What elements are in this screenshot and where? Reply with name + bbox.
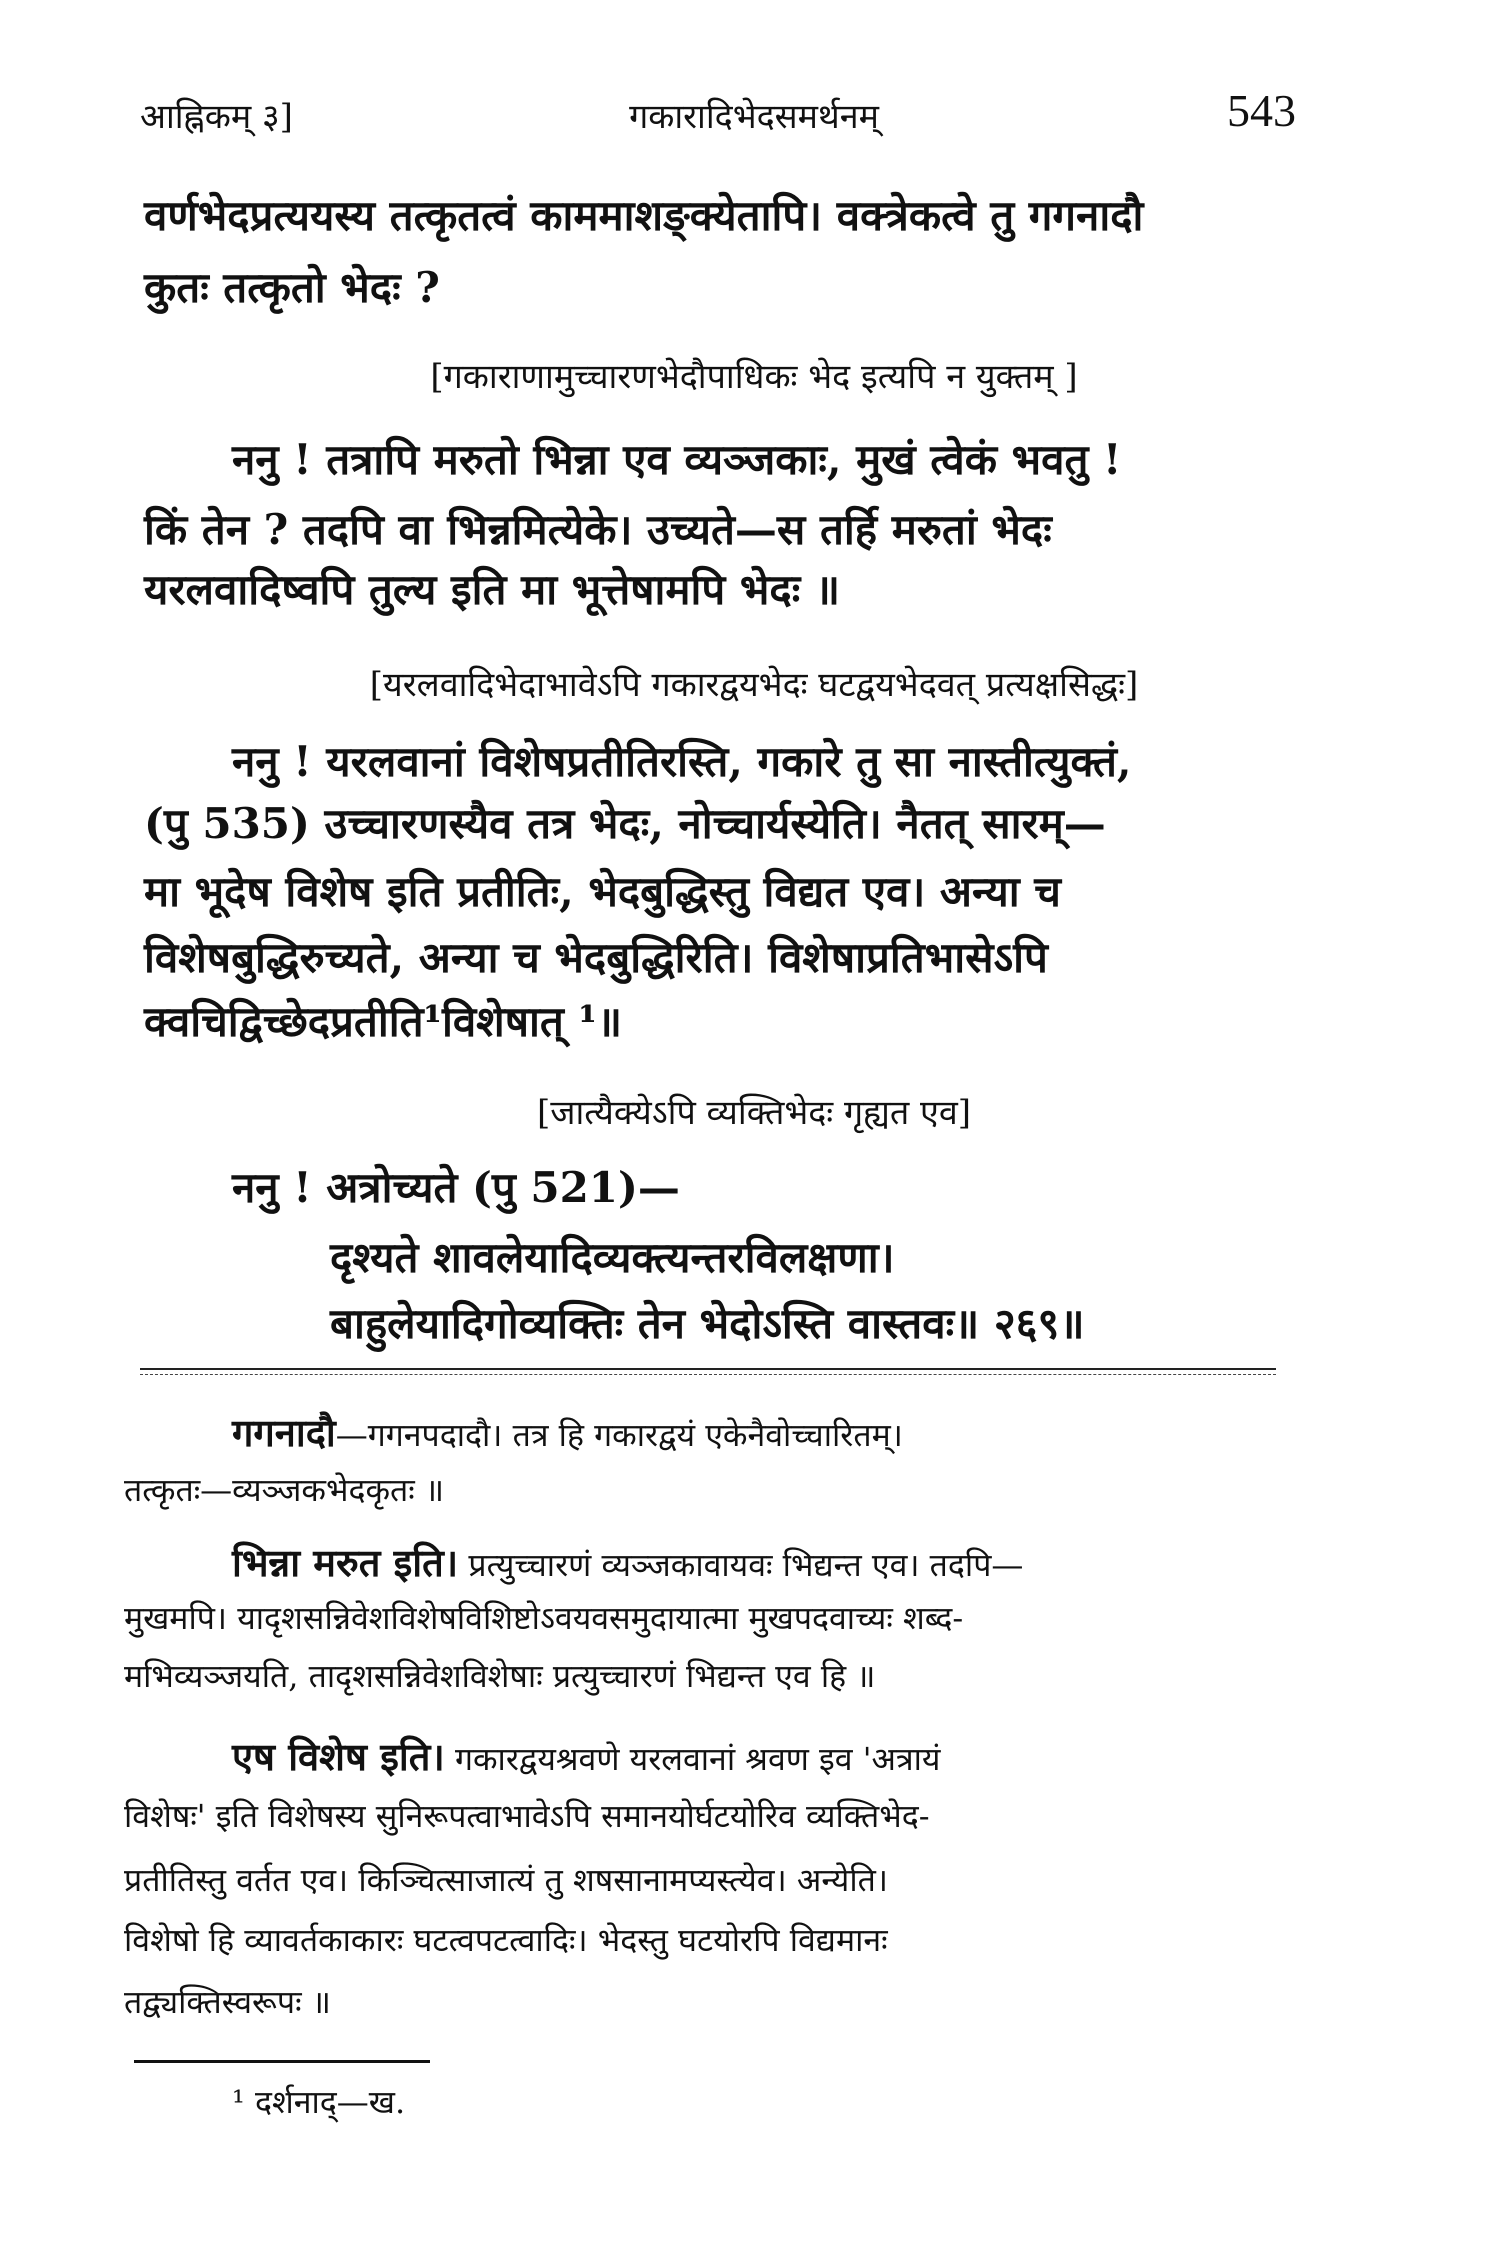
commentary-line: मुखमपि। यादृशसन्निवेशविशेषविशिष्टोऽवयवसमुदायात्मा मुखपदवाच्यः शब्द- [124,1599,964,1637]
main-text-line: कुतः तत्कृतो भेदः ? [144,263,440,312]
verse-line: दृश्यते शावलेयादिव्यक्त्यन्तरविलक्षणा। [330,1233,895,1282]
commentary-line: विशेषो हि व्यावर्तकाकारः घटत्वपटत्वादिः। भेदस्तु घटयोरपि विद्यमानः [124,1921,888,1959]
commentary-divider [140,1368,1276,1370]
commentary-gloss: गकारद्वयश्रवणे यरलवानां श्रवण इव 'अत्रायं [444,1740,941,1778]
commentary-line: विशेषः' इति विशेषस्य सुनिरूपत्वाभावेऽपि समानयोर्घटयोरिव व्यक्तिभेद- [124,1797,930,1835]
verse-line: बाहुलेयादिगोव्यक्तिः तेन भेदोऽस्ति वास्तवः॥ २६९॥ [330,1299,1085,1348]
main-text-line: ननु ! तत्रापि मरुतो भिन्ना एव व्यञ्जकाः, मुखं त्वेकं भवतु ! [232,435,1122,484]
main-text-line: मा भूदेष विशेष इति प्रतीतिः, भेदबुद्धिस्तु विद्यत एव। अन्या च [144,867,1061,916]
footnote-rule [134,2060,430,2063]
section-heading: [जात्यैक्येऽपि व्यक्तिभेदः गृह्यत एव] [536,1093,972,1133]
commentary-line: तत्कृतः—व्यञ्जकभेदकृतः ॥ [124,1471,445,1509]
commentary-lemma: गगनादौ [232,1410,336,1455]
running-head-left: आह्निकम् ३] [140,97,293,137]
page-number: 543 [1227,85,1296,136]
running-head-title: गकारादिभेदसमर्थनम् [629,97,879,137]
commentary-line: मभिव्यञ्जयति, तादृशसन्निवेशविशेषाः प्रत्युच्चारणं भिद्यन्त एव हि ॥ [124,1657,876,1695]
main-text-line: यरलवादिष्वपि तुल्य इति मा भूत्तेषामपि भेदः ॥ [144,565,840,614]
main-text-line: क्वचिद्विच्छेदप्रतीति¹विशेषात् ¹॥ [144,997,623,1046]
commentary-divider-wavy [140,1374,1276,1375]
section-heading: [गकाराणामुच्चारणभेदौपाधिकः भेद इत्यपि न युक्तम् ] [430,357,1078,397]
main-text-line: (पु 535) उच्चारणस्यैव तत्र भेदः, नोच्चार्यस्येति। नैतत् सारम्— [144,799,1106,848]
main-text-line: विशेषबुद्धिरुच्यते, अन्या च भेदबुद्धिरिति। विशेषाप्रतिभासेऽपि [144,933,1048,982]
commentary-line [232,1536,1023,1588]
commentary-line: तद्व्यक्तिस्वरूपः ॥ [124,1983,331,2021]
section-heading: [यरलवादिभेदाभावेऽपि गकारद्वयभेदः घटद्वयभेदवत् प्रत्यक्षसिद्धः] [369,665,1139,705]
commentary-line [232,1730,940,1782]
commentary-lemma: एष विशेष इति। [232,1734,445,1779]
main-text-line: ननु ! अत्रोच्यते (पु 521)— [232,1163,680,1212]
main-text-line: वर्णभेदप्रत्ययस्य तत्कृतत्वं काममाशङ्क्येतापि। वक्त्रेकत्वे तु गगनादौ [144,191,1144,240]
commentary-gloss: प्रत्युच्चारणं व्यञ्जकावायवः भिद्यन्त एव। तदपि— [458,1546,1024,1584]
main-text-line: ननु ! यरलवानां विशेषप्रतीतिरस्ति, गकारे तु सा नास्तीत्युक्तं, [232,737,1132,786]
commentary-line: प्रतीतिस्तु वर्तत एव। किञ्चित्साजात्यं तु शषसानामप्यस्त्येव। अन्येति। [124,1861,888,1899]
main-text-line: किं तेन ? तदपि वा भिन्नमित्येके। उच्यते—स तर्हि मरुतां भेदः [144,505,1052,554]
commentary-gloss: —गगनपदादौ। तत्र हि गकारद्वयं एकेनैवोच्चारितम्। [335,1416,903,1454]
commentary-line [232,1406,903,1458]
commentary-lemma: भिन्ना मरुत इति। [232,1540,459,1585]
footnote: ¹ दर्शनाद्—ख. [232,2083,406,2121]
